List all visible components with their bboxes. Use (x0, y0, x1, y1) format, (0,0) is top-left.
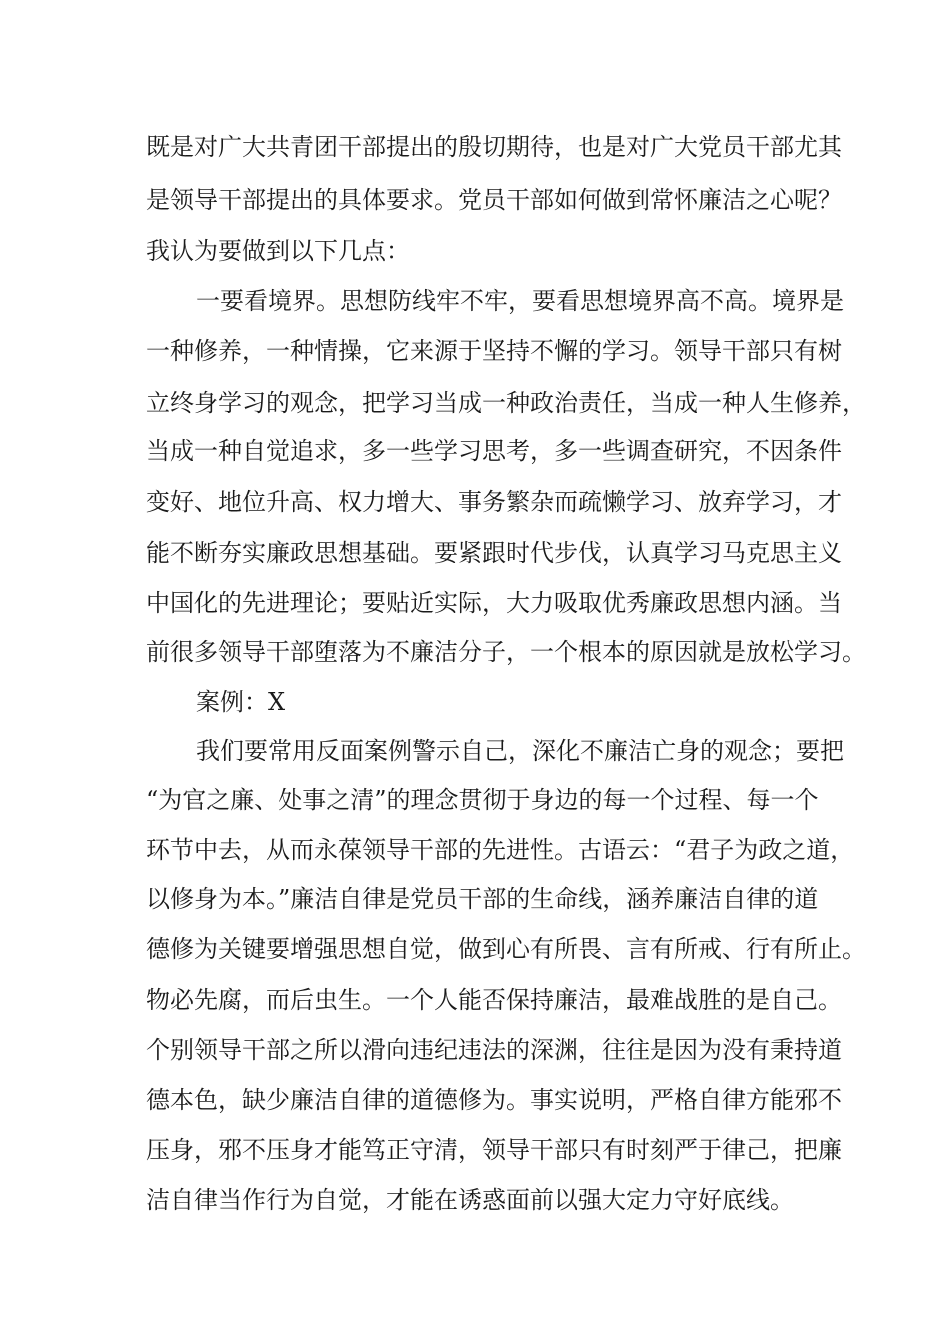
case-label: 案例：X (196, 688, 286, 716)
text-line: 个别领导干部之所以滑向违纪违法的深渊，往往是因为没有秉持道 (146, 1036, 842, 1064)
text-line: “为官之廉、处事之清”的理念贯彻于身边的每一个过程、每一个 (146, 786, 819, 814)
text-line: 物必先腐，而后虫生。一个人能否保持廉洁，最难战胜的是自己。 (146, 986, 842, 1014)
text-line: 既是对广大共青团干部提出的殷切期待，也是对广大党员干部尤其 (146, 133, 842, 161)
text-line: 变好、地位升高、权力增大、事务繁杂而疏懒学习、放弃学习，才 (146, 488, 842, 516)
text-line: 我认为要做到以下几点： (146, 237, 410, 265)
text-line: 压身，邪不压身才能笃正守清，领导干部只有时刻严于律己，把廉 (146, 1136, 842, 1164)
text-line: 中国化的先进理论；要贴近实际，大力吸取优秀廉政思想内涵。当 (146, 589, 842, 617)
text-line: 当成一种自觉追求，多一些学习思考，多一些调查研究，不因条件 (146, 437, 842, 465)
paragraph-first-line: 我们要常用反面案例警示自己，深化不廉洁亡身的观念；要把 (196, 737, 844, 765)
text-line: 德修为关键要增强思想自觉，做到心有所畏、言有所戒、行有所止。 (146, 935, 866, 963)
text-line: 洁自律当作行为自觉，才能在诱惑面前以强大定力守好底线。 (146, 1186, 794, 1214)
text-line: 一种修养，一种情操，它来源于坚持不懈的学习。领导干部只有树 (146, 337, 842, 365)
paragraph-first-line: 一要看境界。思想防线牢不牢，要看思想境界高不高。境界是 (196, 287, 844, 315)
text-line: 以修身为本。”廉洁自律是党员干部的生命线，涵养廉洁自律的道 (146, 885, 819, 913)
text-line: 德本色，缺少廉洁自律的道德修为。事实说明，严格自律方能邪不 (146, 1086, 842, 1114)
text-line: 能不断夯实廉政思想基础。要紧跟时代步伐，认真学习马克思主义 (146, 539, 842, 567)
text-line: 是领导干部提出的具体要求。党员干部如何做到常怀廉洁之心呢？ (146, 186, 842, 214)
text-line: 环节中去，从而永葆领导干部的先进性。古语云：“君子为政之道， (146, 836, 855, 864)
text-line: 立终身学习的观念，把学习当成一种政治责任，当成一种人生修养， (146, 389, 866, 417)
text-line: 前很多领导干部堕落为不廉洁分子，一个根本的原因就是放松学习。 (146, 638, 866, 666)
